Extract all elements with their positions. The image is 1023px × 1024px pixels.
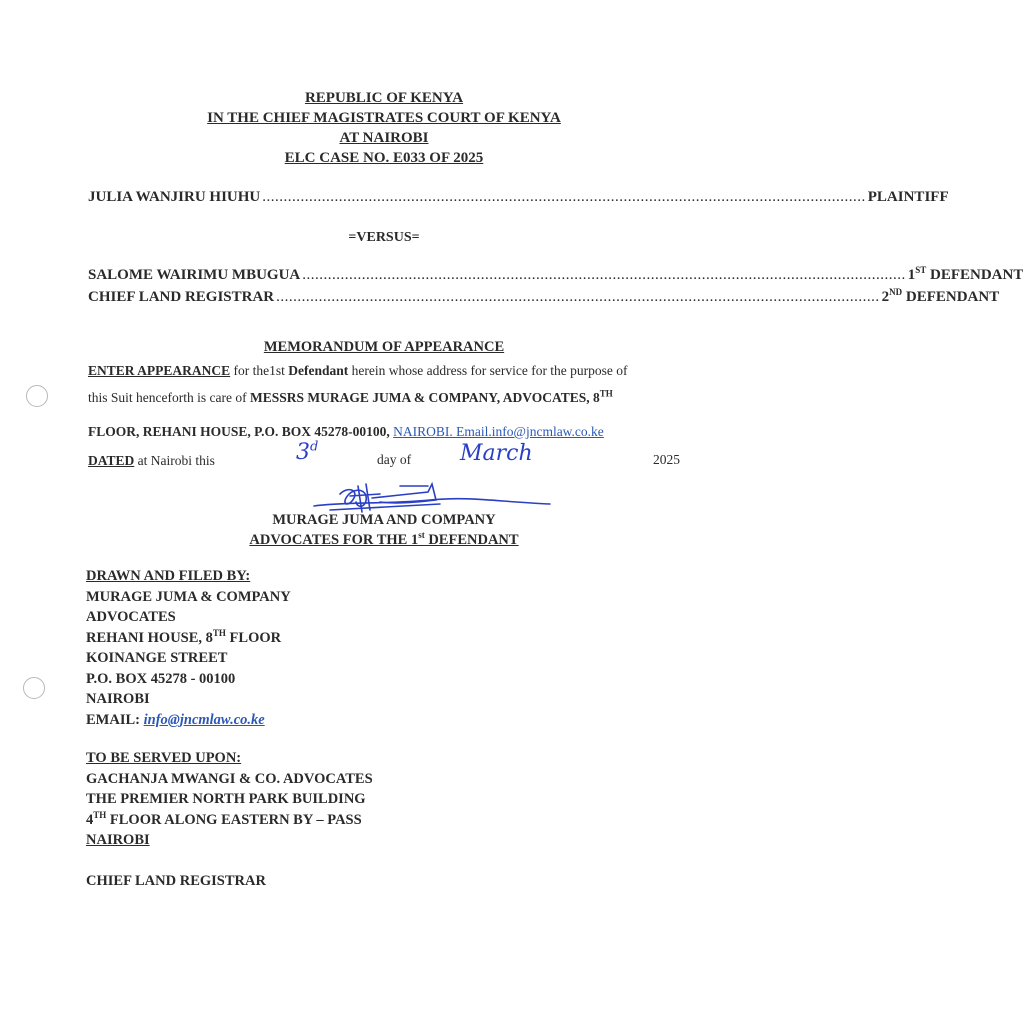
year: 2025 (653, 452, 680, 467)
served-title: TO BE SERVED UPON: (86, 750, 242, 766)
dated-label: DATED (88, 453, 135, 468)
punch-hole-bottom (23, 677, 45, 699)
court-heading (0, 88, 768, 168)
drawn-line: NAIROBI (86, 691, 150, 707)
punch-hole-top (26, 385, 48, 407)
drawn-filed-title: DRAWN AND FILED BY: (86, 568, 251, 584)
versus: =VERSUS= (348, 230, 420, 245)
drawn-line: MURAGE JUMA & COMPANY (86, 588, 291, 605)
served-line: NAIROBI (86, 832, 150, 848)
leader-dots: .............................................................................................................................................. (276, 289, 880, 305)
drawn-filed-block (86, 566, 291, 730)
drawn-line: REHANI HOUSE, 8TH FLOOR (86, 627, 282, 646)
memorandum-title: MEMORANDUM OF APPEARANCE (263, 339, 505, 355)
advocates-for: ADVOCATES FOR THE 1st DEFENDANT (249, 530, 519, 548)
enter-appearance: ENTER APPEARANCE (88, 363, 231, 378)
heading-republic: REPUBLIC OF KENYA (304, 90, 464, 106)
dated-line: DATED at Nairobi this (88, 453, 215, 468)
defendant-1-name: SALOME WAIRIMU MBUGUA (88, 267, 301, 283)
defendant-2-name: CHIEF LAND REGISTRAR (88, 289, 275, 305)
served-line: 4TH FLOOR ALONG EASTERN BY – PASS (86, 809, 362, 828)
email-link[interactable]: NAIROBI. Email.info@jncmlaw.co.ke (393, 424, 604, 439)
leader-dots: .............................................................................................................................................. (262, 189, 866, 205)
heading-case-number: ELC CASE NO. E033 OF 2025 (284, 150, 484, 166)
defendant-1-role: 1ST DEFENDANT (907, 265, 1023, 283)
email-line: EMAIL: info@jncmlaw.co.ke (86, 711, 265, 728)
plaintiff-line (88, 189, 949, 206)
plaintiff-name: JULIA WANJIRU HIUHU (88, 189, 261, 205)
heading-location: AT NAIROBI (339, 130, 429, 146)
leader-dots: .............................................................................................................................................. (302, 267, 906, 283)
served-line: CHIEF LAND REGISTRAR (86, 872, 266, 889)
handwritten-day: 3$^d$ (296, 439, 319, 465)
day-of-label: day of (377, 452, 412, 467)
defendant-1-line (88, 265, 1023, 284)
drawn-line: KOINANGE STREET (86, 650, 228, 666)
memo-line-3: FLOOR, REHANI HOUSE, P.O. BOX 45278-00100, NAIROBI. Email.info@jncmlaw.co.ke (88, 424, 604, 439)
drawn-line: ADVOCATES (86, 609, 176, 625)
heading-court: IN THE CHIEF MAGISTRATES COURT OF KENYA (207, 110, 561, 126)
served-block (86, 748, 373, 891)
memo-line-2: this Suit henceforth is care of MESSRS MURAGE JUMA & COMPANY, ADVOCATES, 8TH (88, 388, 613, 405)
drawn-line: P.O. BOX 45278 - 00100 (86, 670, 236, 687)
defendant-2-line (88, 287, 1000, 306)
plaintiff-role: PLAINTIFF (867, 189, 949, 205)
firm-email-link[interactable]: info@jncmlaw.co.ke (143, 711, 265, 728)
handwritten-month: March (460, 441, 533, 466)
memo-line-1: ENTER APPEARANCE for the1st Defendant herein whose address for service for the purpose of (88, 363, 628, 378)
served-line: THE PREMIER NORTH PARK BUILDING (86, 791, 366, 807)
firm-name: MURAGE JUMA AND COMPANY (272, 512, 496, 528)
signature-block (0, 510, 768, 550)
defendant-2-role: 2ND DEFENDANT (881, 287, 1000, 305)
served-line: GACHANJA MWANGI & CO. ADVOCATES (86, 770, 373, 787)
